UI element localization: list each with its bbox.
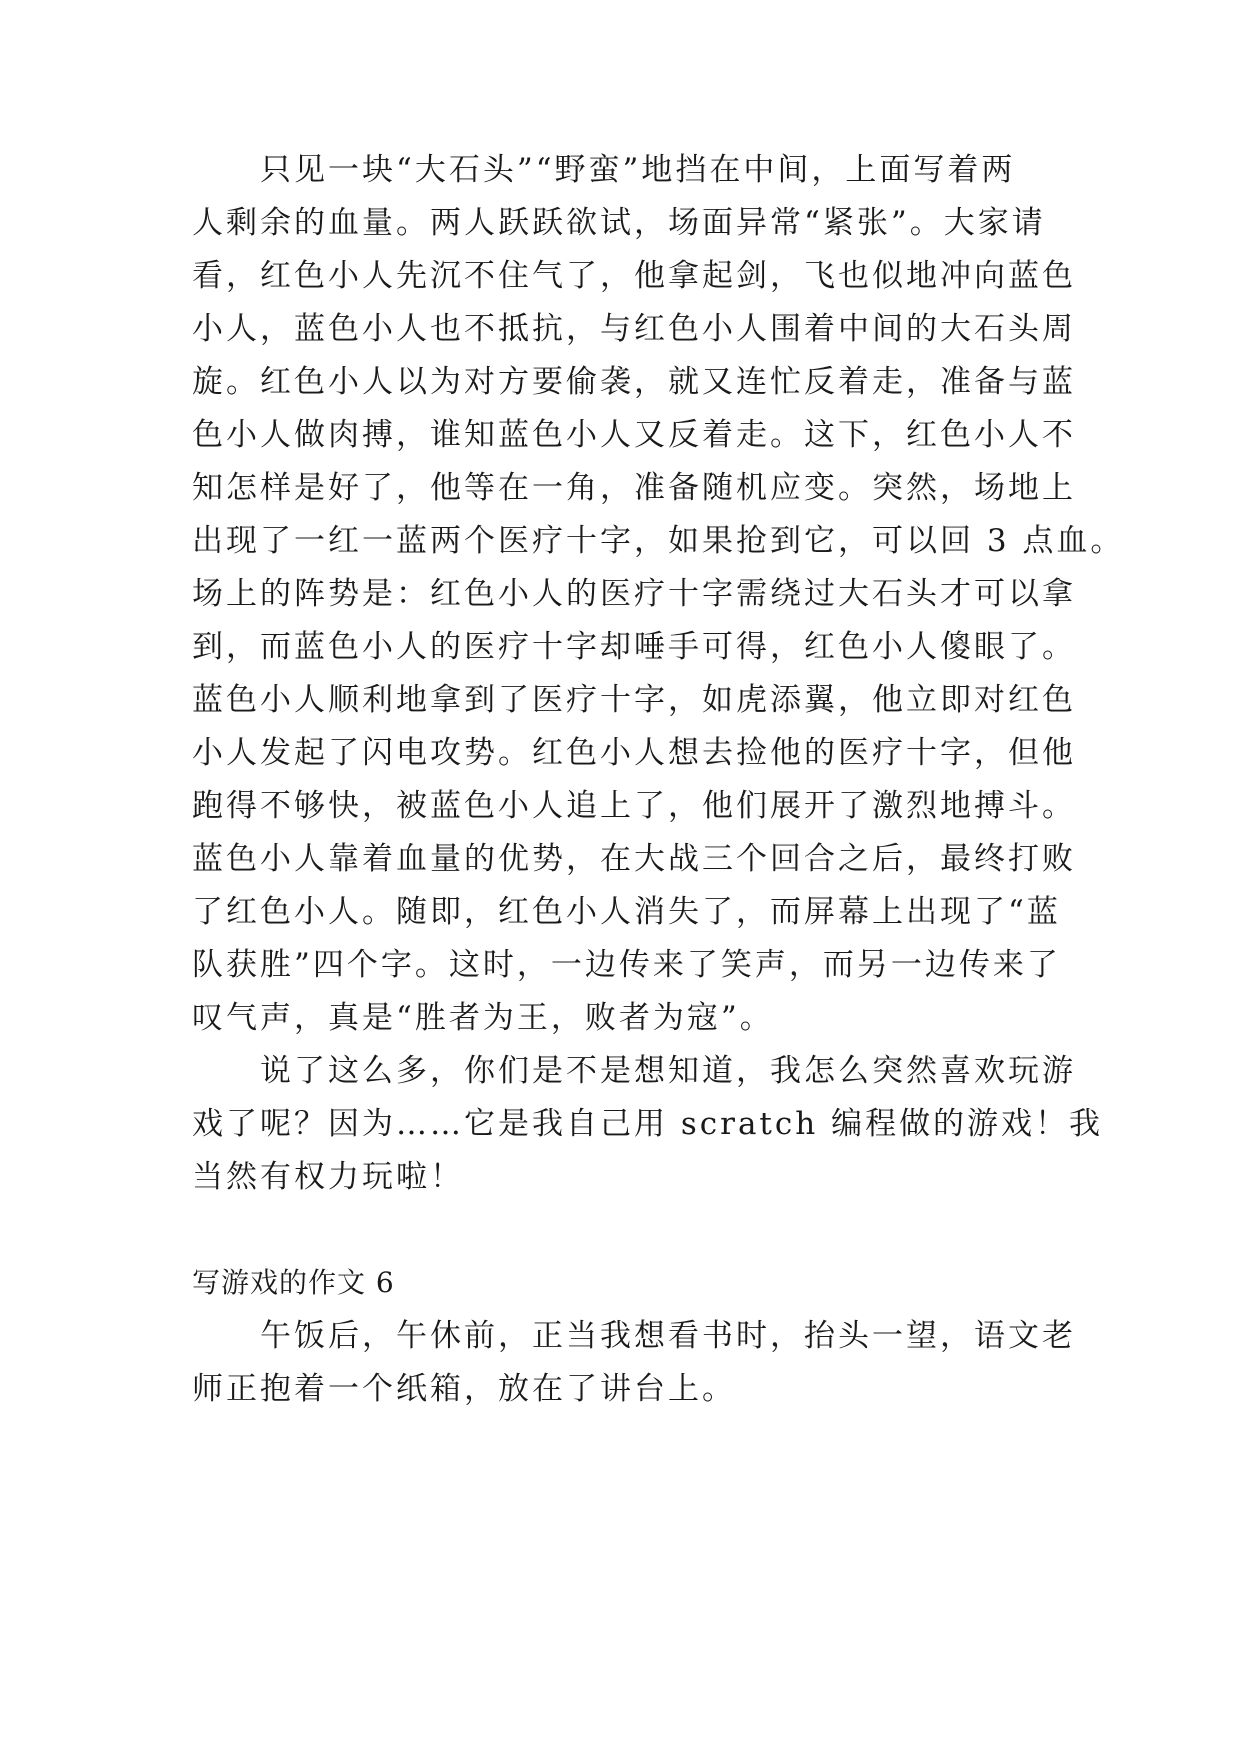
paragraph-line: 看，红色小人先沉不住气了，他拿起剑，飞也似地冲向蓝色 bbox=[192, 258, 1076, 294]
paragraph-line: 只见一块“大石头”“野蛮”地挡在中间，上面写着两 bbox=[192, 152, 1016, 188]
paragraph-line: 旋。红色小人以为对方要偷袭，就又连忙反着走，准备与蓝 bbox=[192, 364, 1076, 400]
paragraph-line: 蓝色小人靠着血量的优势，在大战三个回合之后，最终打败 bbox=[192, 841, 1076, 877]
paragraph-line: 人剩余的血量。两人跃跃欲试，场面异常“紧张”。大家请 bbox=[192, 205, 1046, 241]
paragraph-line: 当然有权力玩啦！ bbox=[192, 1159, 464, 1195]
paragraph-line: 到，而蓝色小人的医疗十字却唾手可得，红色小人傻眼了。 bbox=[192, 629, 1076, 665]
paragraph-line: 说了这么多，你们是不是想知道，我怎么突然喜欢玩游 bbox=[192, 1053, 1076, 1089]
paragraph-line: 跑得不够快，被蓝色小人追上了，他们展开了激烈地搏斗。 bbox=[192, 788, 1076, 824]
paragraph-line: 场上的阵势是：红色小人的医疗十字需绕过大石头才可以拿 bbox=[192, 576, 1076, 612]
paragraph-line: 叹气声，真是“胜者为王，败者为寇”。 bbox=[192, 1000, 774, 1036]
paragraph-line: 了红色小人。随即，红色小人消失了，而屏幕上出现了“蓝 bbox=[192, 894, 1061, 930]
paragraph-line: 师正抱着一个纸箱，放在了讲台上。 bbox=[192, 1371, 736, 1407]
paragraph-line: 色小人做肉搏，谁知蓝色小人又反着走。这下，红色小人不 bbox=[192, 417, 1076, 453]
paragraph-line: 队获胜”四个字。这时，一边传来了笑声，而另一边传来了 bbox=[192, 947, 1061, 983]
paragraph-line: 出现了一红一蓝两个医疗十字，如果抢到它，可以回 3 点血。 bbox=[192, 523, 1125, 559]
paragraph-line: 蓝色小人顺利地拿到了医疗十字，如虎添翼，他立即对红色 bbox=[192, 682, 1076, 718]
paragraph-line: 戏了呢？因为……它是我自己用 scratch 编程做的游戏！我 bbox=[192, 1106, 1104, 1142]
paragraph-line: 知怎样是好了，他等在一角，准备随机应变。突然，场地上 bbox=[192, 470, 1076, 506]
paragraph-line: 午饭后，午休前，正当我想看书时，抬头一望，语文老 bbox=[192, 1318, 1076, 1354]
paragraph-line: 小人，蓝色小人也不抵抗，与红色小人围着中间的大石头周 bbox=[192, 311, 1076, 347]
paragraph-line: 小人发起了闪电攻势。红色小人想去捡他的医疗十字，但他 bbox=[192, 735, 1076, 771]
section-heading: 写游戏的作文 6 bbox=[192, 1266, 395, 1299]
